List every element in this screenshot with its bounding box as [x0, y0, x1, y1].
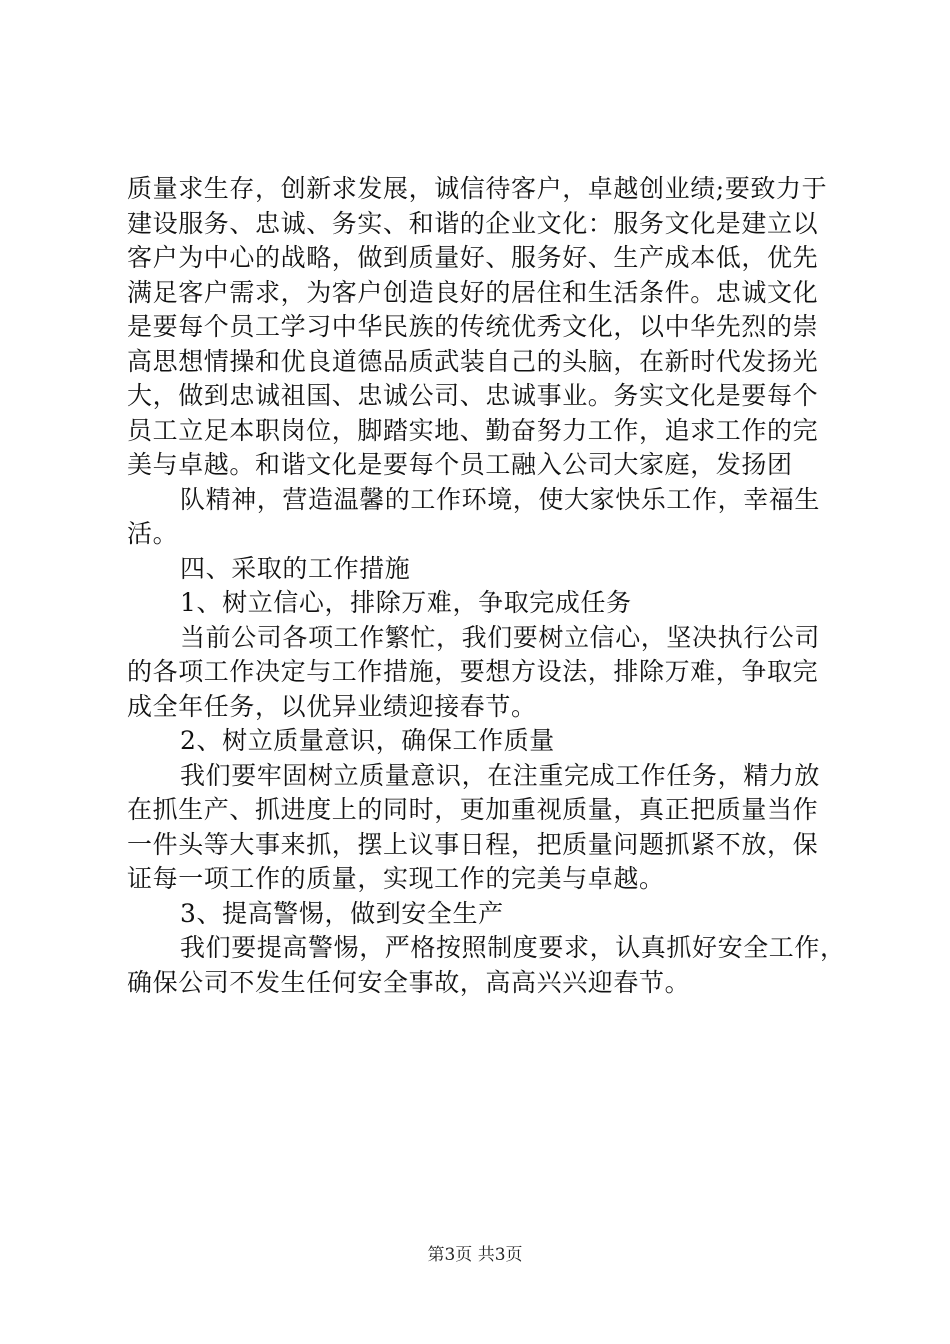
- text-line: 当前公司各项工作繁忙，我们要树立信心，坚决执行公司: [180, 622, 821, 652]
- text-line: 在抓生产、抓进度上的同时，更加重视质量，真正把质量当作: [127, 795, 819, 824]
- text-line: 我们要牢固树立质量意识，在注重完成工作任务，精力放: [180, 760, 821, 790]
- text-line: 高思想情操和优良道德品质武装自己的头脑，在新时代发扬光: [127, 346, 819, 376]
- text-line: 证每一项工作的质量，实现工作的完美与卓越。: [127, 864, 665, 893]
- document-body: [127, 172, 846, 1000]
- text-line: 美与卓越。和谐文化是要每个员工融入公司大家庭，发扬团: [127, 450, 793, 479]
- page-footer: [0, 1244, 950, 1266]
- page-number: 第3页 共3页: [427, 1245, 523, 1265]
- subsection-heading: 2、树立质量意识，确保工作质量: [180, 726, 555, 755]
- text-line: 建设服务、忠诚、务实、和谐的企业文化：服务文化是建立以: [127, 208, 819, 238]
- text-line: 质量求生存，创新求发展，诚信待客户，卓越创业绩;要致力于: [127, 174, 828, 203]
- text-line: 活。: [127, 519, 179, 548]
- text-line: 是要每个员工学习中华民族的传统优秀文化，以中华先烈的崇: [127, 312, 819, 341]
- text-line: 队精神，营造温馨的工作环境，使大家快乐工作，幸福生: [180, 484, 821, 514]
- text-line: 我们要提高警惕，严格按照制度要求，认真抓好安全工作，: [180, 933, 846, 962]
- text-line: 大，做到忠诚祖国、忠诚公司、忠诚事业。务实文化是要每个: [127, 381, 819, 410]
- subsection-heading: 3、提高警惕，做到安全生产: [180, 898, 504, 928]
- text-line: 成全年任务，以优异业绩迎接春节。: [127, 691, 537, 721]
- section-heading: 四、采取的工作措施: [180, 553, 411, 583]
- text-line: 的各项工作决定与工作措施，要想方设法，排除万难，争取完: [127, 657, 819, 686]
- text-line: 确保公司不发生任何安全事故，高高兴兴迎春节。: [127, 967, 691, 997]
- text-line: 一件头等大事来抓，摆上议事日程，把质量问题抓紧不放，保: [127, 829, 819, 859]
- text-line: 员工立足本职岗位，脚踏实地、勤奋努力工作，追求工作的完: [127, 415, 819, 445]
- text-line: 满足客户需求，为客户创造良好的居住和生活条件。忠诚文化: [127, 277, 819, 307]
- text-line: 客户为中心的战略，做到质量好、服务好、生产成本低，优先: [127, 243, 819, 272]
- subsection-heading: 1、树立信心，排除万难，争取完成任务: [180, 588, 632, 617]
